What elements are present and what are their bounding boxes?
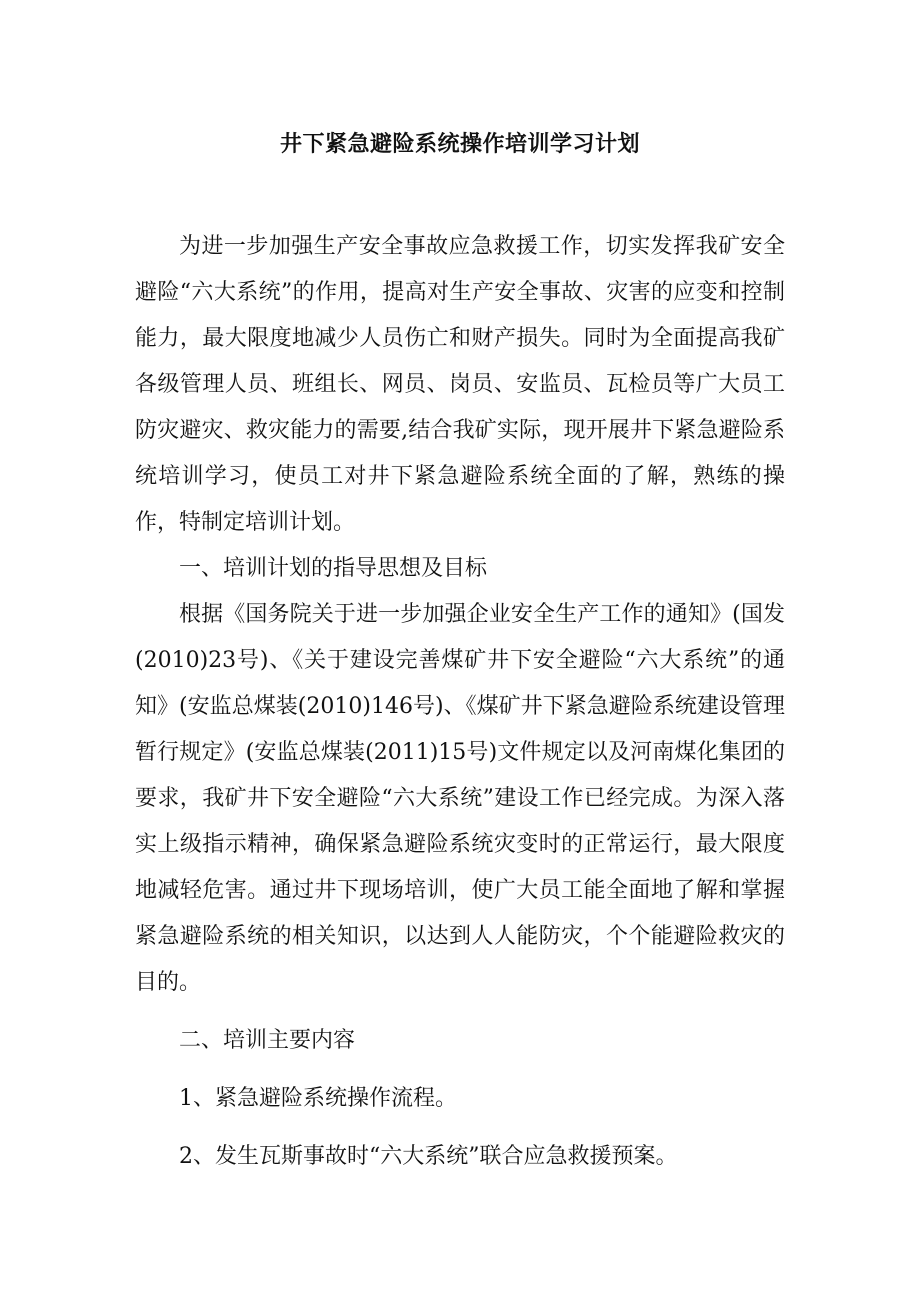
section-1-paragraph: 根据《国务院关于进一步加强企业安全生产工作的通知》(国发(2010)23号)、《关于建设完善煤矿井下安全避险“六大系统”的通知》(安监总煤装(2010)146号)、《煤矿井下紧急避险系统建设管理暂行规定》(安监总煤装(2011)15号)文件规定以及河南煤化集团的要求，我矿井下安全避险“六大系统”建设工作已经完成。为深入落实上级指示精神，确保紧急避险系统灾变时的正常运行，最大限度地减轻危害。通过井下现场培训，使广大员工能全面地了解和掌握紧急避险系统的相关知识，以达到人人能防灾，个个能避险救灾的目的。 — [135, 602, 785, 995]
document-body — [135, 224, 785, 1180]
list-item: 1、紧急避险系统操作流程。 — [179, 1086, 457, 1111]
section-1-heading: 一、培训计划的指导思想及目标 — [179, 556, 488, 581]
list-item: 2、发生瓦斯事故时“六大系统”联合应急救援预案。 — [179, 1144, 678, 1169]
section-2-heading: 二、培训主要内容 — [179, 1028, 356, 1053]
section-gap — [135, 1064, 785, 1076]
intro-paragraph: 为进一步加强生产安全事故应急救援工作，切实发挥我矿安全避险“六大系统”的作用，提高对生产安全事故、灾害的应变和控制能力，最大限度地减少人员伤亡和财产损失。同时为全面提高我矿各级管理人员、班组长、网员、岗员、安监员、瓦检员等广大员工防灾避灾、救灾能力的需要,结合我矿实际，现开展井下紧急避险系统培训学习，使员工对井下紧急避险系统全面的了解，熟练的操作，特制定培训计划。 — [135, 234, 785, 535]
document-title: 井下紧急避险系统操作培训学习计划 — [279, 131, 640, 157]
section-gap — [135, 1006, 785, 1018]
section-gap — [135, 1122, 785, 1134]
